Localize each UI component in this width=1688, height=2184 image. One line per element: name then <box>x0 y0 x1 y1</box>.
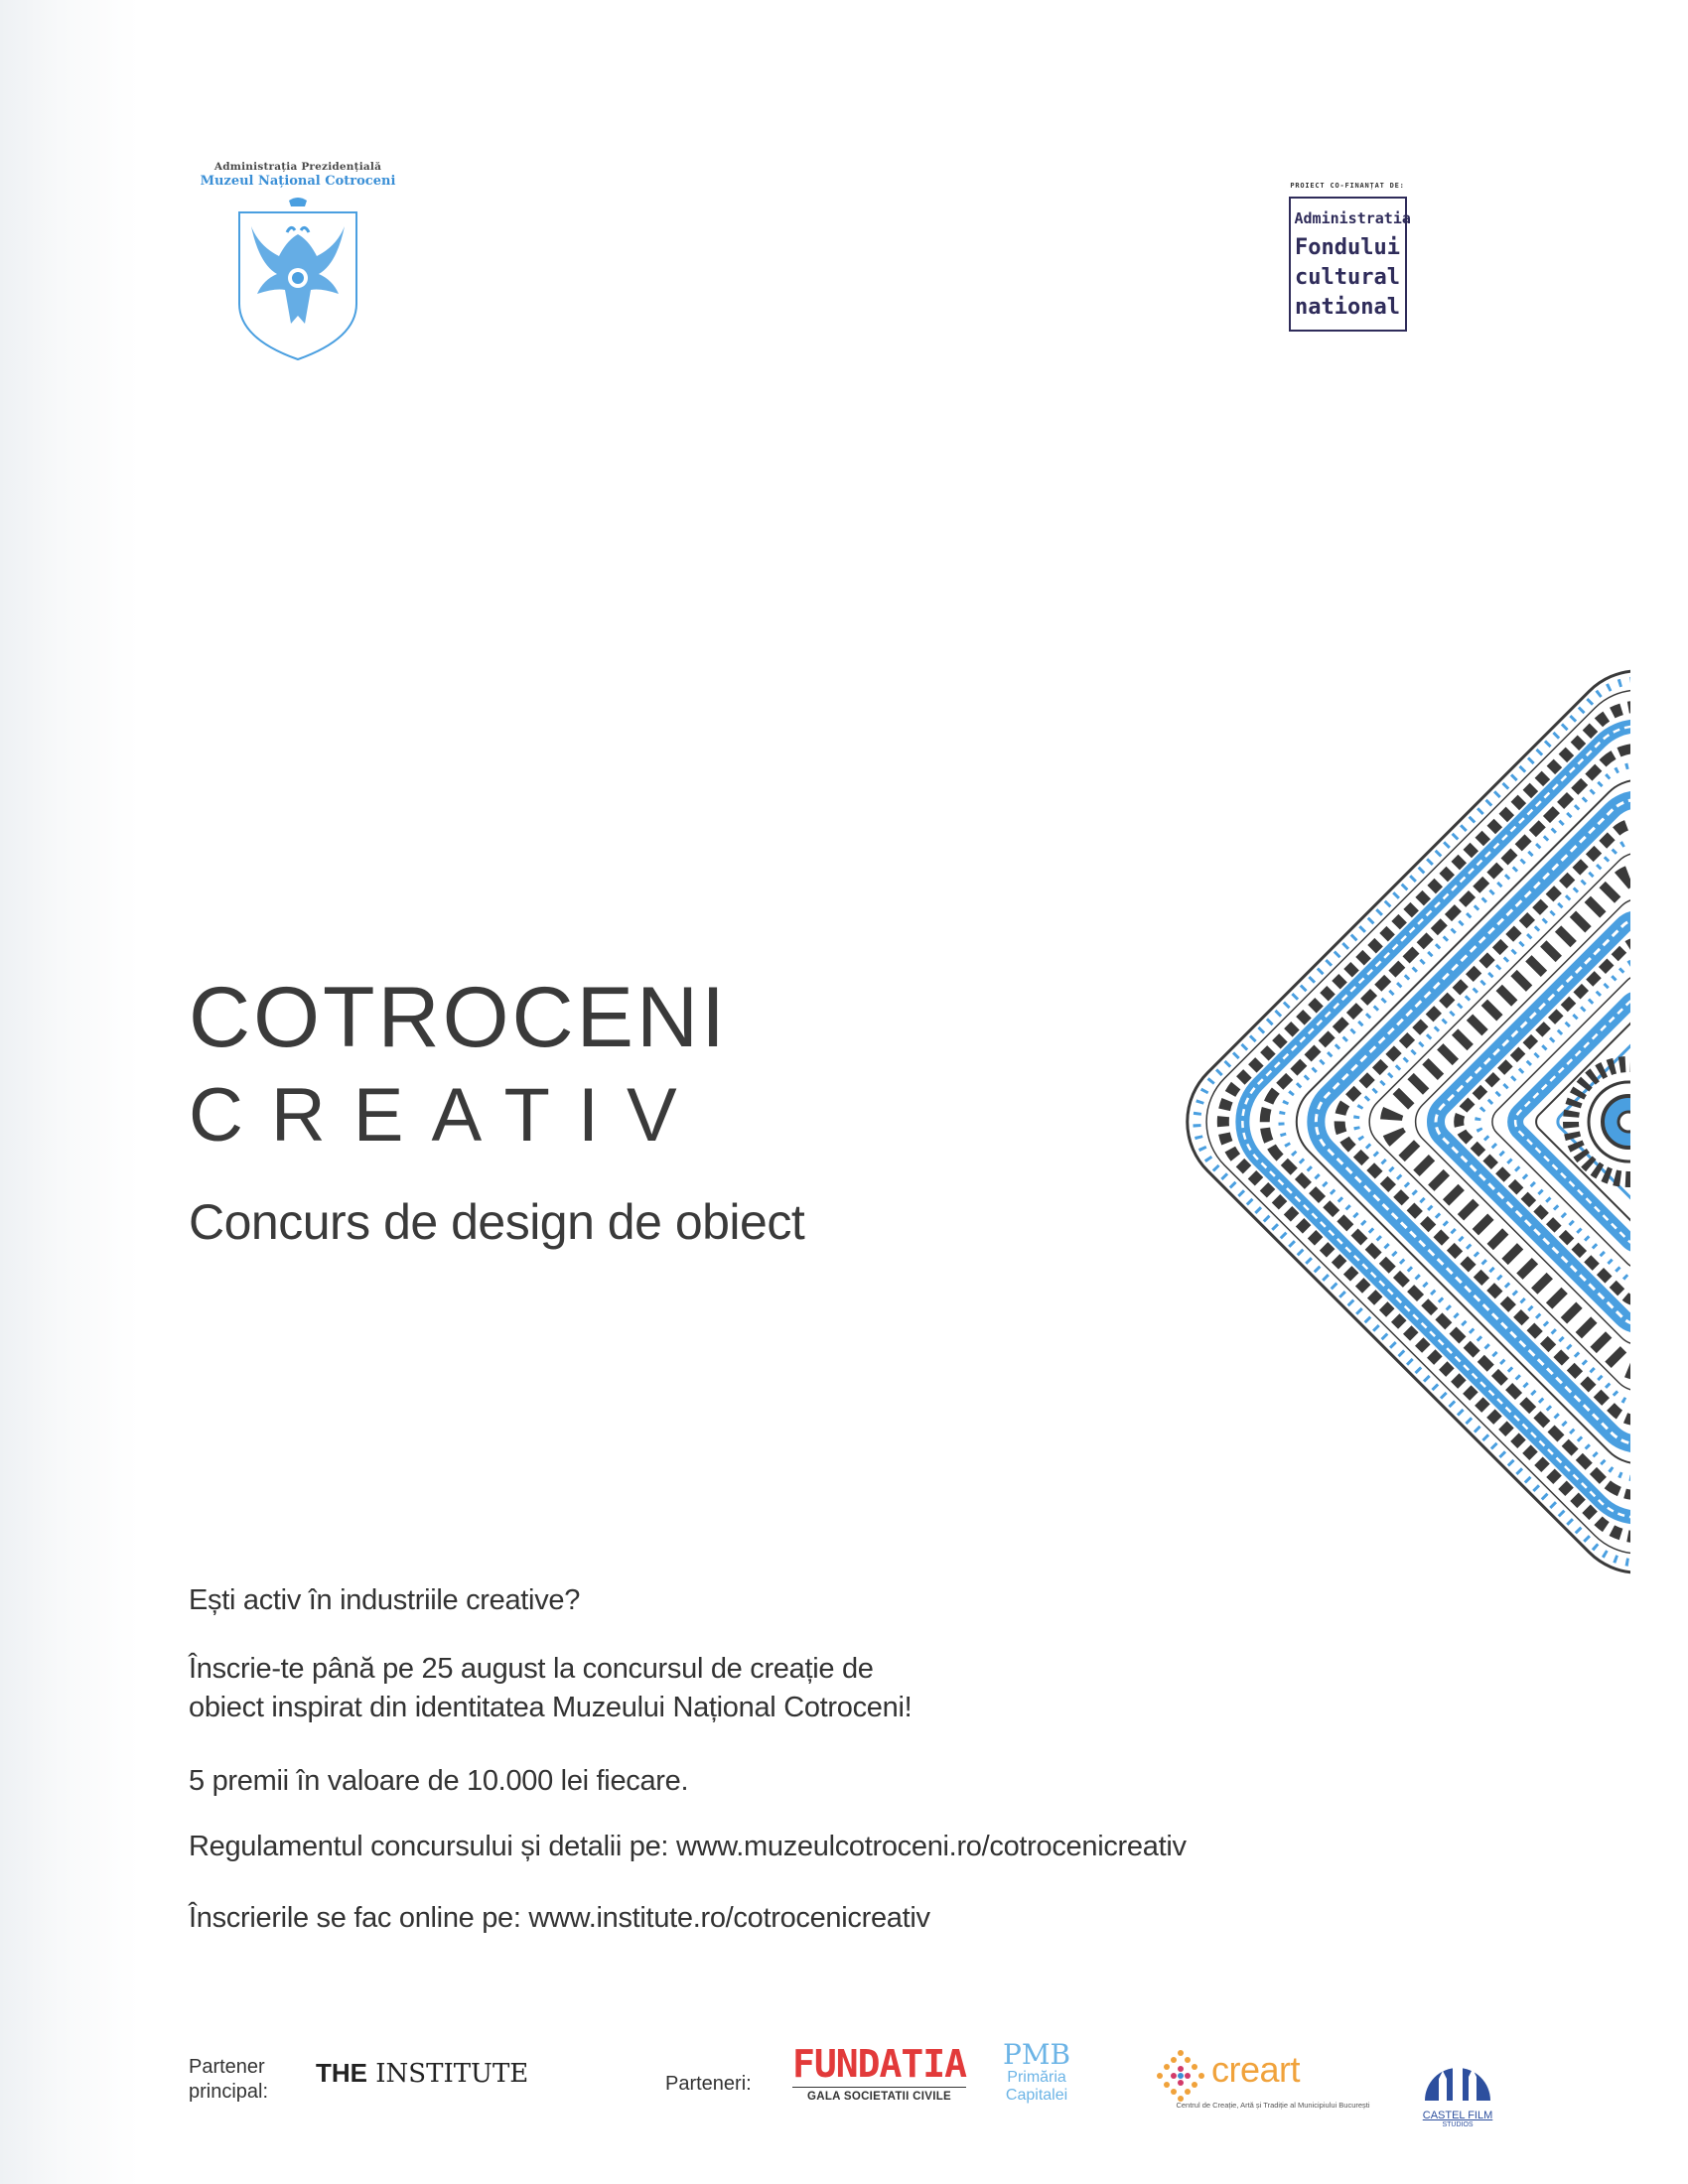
body-invite-line-2: obiect inspirat din identitatea Muzeului Național Cotroceni! <box>189 1692 913 1723</box>
fundatia-title: FUNDATIA <box>792 2042 967 2086</box>
body-question: Ești activ în industriile creative? <box>189 1584 581 1616</box>
eagle-coat-of-arms-icon <box>229 195 366 363</box>
fundatia-logo <box>792 2042 967 2103</box>
subtitle: Concurs de design de obiect <box>189 1194 805 1250</box>
pmb-line-2: Primăria <box>1007 2069 1066 2086</box>
afcn-logo-box <box>1289 197 1411 332</box>
body-invite-line-1: Înscrie-te până pe 25 august la concursul de creație de <box>189 1653 874 1685</box>
title-line-1: COTROCENI <box>189 970 728 1065</box>
partners-label: Parteneri: <box>665 2073 752 2095</box>
cofunding-logo <box>1273 182 1422 332</box>
afcn-line-4: national <box>1295 295 1400 320</box>
main-partner-label-1: Partener <box>189 2056 265 2078</box>
fundatia-subtitle: GALA SOCIETATII CIVILE <box>792 2087 966 2103</box>
creart-dots-icon <box>1152 2047 1209 2105</box>
pmb-line-3: Capitalei <box>1005 2087 1068 2105</box>
folk-pattern-diamond <box>943 427 1638 1817</box>
cofunding-caption: PROIECT CO-FINANȚAT DE: <box>1290 182 1405 190</box>
castel-film-title: CASTEL FILM <box>1422 2110 1493 2121</box>
the-institute-logo <box>316 2058 528 2089</box>
castle-dome-icon <box>1421 2041 1494 2103</box>
pmb-logo <box>1003 2038 1071 2106</box>
main-partner-label-2: principal: <box>189 2081 269 2103</box>
body-registration: Înscrierile se fac online pe: www.institute.ro/cotrocenicreativ <box>189 1902 930 1934</box>
creart-description: Centrul de Creație, Artă și Tradiție al Municipiului București <box>1176 2101 1370 2110</box>
afcn-line-1: Administratia <box>1294 209 1411 227</box>
title-line-2: CREATIV <box>189 1073 705 1158</box>
main-partner-label <box>189 2055 268 2105</box>
body-rules: Regulamentul concursului și detalii pe: www.muzeulcotroceni.ro/cotrocenicreativ <box>189 1831 1187 1862</box>
museum-logo <box>189 161 407 363</box>
afcn-line-3: cultural <box>1295 265 1400 290</box>
institute-logo-bold: THE <box>316 2058 367 2088</box>
museum-logo-line2: Muzeul Național Cotroceni <box>200 174 396 189</box>
castel-film-logo <box>1408 2041 1507 2128</box>
castel-film-subtitle: STUDIOS <box>1442 2121 1474 2128</box>
creart-logo <box>1152 2045 1380 2124</box>
creart-word: creart <box>1211 2049 1301 2090</box>
afcn-line-2: Fondului <box>1295 235 1400 260</box>
body-prizes: 5 premii în valoare de 10.000 lei fiecare. <box>189 1765 689 1797</box>
pmb-title: PMB <box>1003 2038 1071 2071</box>
institute-logo-rest: INSTITUTE <box>375 2059 529 2089</box>
museum-logo-line1: Administrația Prezidențială <box>213 161 382 173</box>
